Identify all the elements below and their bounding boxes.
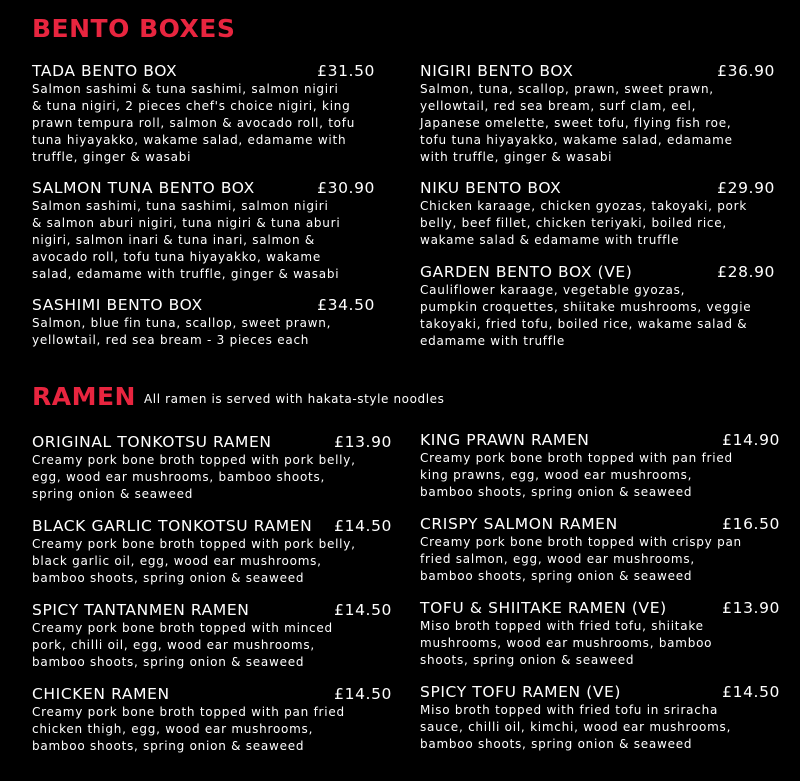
menu-item-header [420, 263, 775, 282]
menu-item-description: Creamy pork bone broth topped with crispy pan fried salmon, egg, wood ear mushrooms, bamboo shoots, spring onion & seaweed [420, 535, 742, 583]
menu-item-name: NIKU BENTO BOX [420, 179, 562, 197]
menu-item-header [32, 62, 375, 81]
menu-item [32, 62, 375, 166]
menu-item-description: Cauliflower karaage, vegetable gyozas, pumpkin croquettes, shiitake mushrooms, veggie takoyaki, fried tofu, boiled rice, wakame salad & edamame with truffle [420, 283, 752, 348]
menu-item-description: Creamy pork bone broth topped with pan fried chicken thigh, egg, wood ear mushrooms, bamboo shoots, spring onion & seaweed [32, 705, 345, 753]
menu-item-header [32, 296, 375, 315]
menu-item-price: £36.90 [717, 62, 775, 80]
bento-section-title [32, 14, 235, 44]
menu-item-price: £16.50 [722, 515, 780, 533]
menu-item-header [32, 433, 392, 452]
menu-item-header [420, 683, 780, 702]
menu-item [420, 263, 775, 350]
menu-item [32, 601, 392, 671]
menu-item [32, 517, 392, 587]
menu-item-price: £29.90 [717, 179, 775, 197]
menu-item-name: CRISPY SALMON RAMEN [420, 515, 618, 533]
menu-item-header [32, 179, 375, 198]
menu-item-name: ORIGINAL TONKOTSU RAMEN [32, 433, 272, 451]
menu-item-price: £28.90 [717, 263, 775, 281]
menu-item-price: £34.50 [317, 296, 375, 314]
menu-item [32, 179, 375, 283]
menu-item-description: Salmon sashimi & tuna sashimi, salmon nigiri & tuna nigiri, 2 pieces chef's choice nigiri, king prawn tempura roll, salmon & avocado roll, tofu tuna hiyayakko, wakame salad, edamame with truffle, ginger & wasabi [32, 82, 356, 164]
menu-item-price: £13.90 [334, 433, 392, 451]
menu-item [420, 431, 780, 501]
menu-item [420, 515, 780, 585]
menu-item-description: Miso broth topped with fried tofu, shiitake mushrooms, wood ear mushrooms, bamboo shoots, spring onion & seaweed [420, 619, 713, 667]
menu-item [420, 179, 775, 249]
menu-item-description: Creamy pork bone broth topped with pan fried king prawns, egg, wood ear mushrooms, bamboo shoots, spring onion & seaweed [420, 451, 733, 499]
menu-item-price: £14.50 [334, 601, 392, 619]
menu-item-name: SPICY TANTANMEN RAMEN [32, 601, 250, 619]
menu-item-name: TADA BENTO BOX [32, 62, 178, 80]
menu-item-header [420, 179, 775, 198]
menu-item-name: GARDEN BENTO BOX (VE) [420, 263, 633, 281]
menu-item-description: Creamy pork bone broth topped with pork belly, egg, wood ear mushrooms, bamboo shoots, spring onion & seaweed [32, 453, 356, 501]
menu-item-price: £31.50 [317, 62, 375, 80]
menu-item-header [32, 601, 392, 620]
menu-item [32, 433, 392, 503]
menu-item-header [420, 515, 780, 534]
menu-item [32, 685, 392, 755]
menu-item-description: Chicken karaage, chicken gyozas, takoyaki, pork belly, beef fillet, chicken teriyaki, boiled rice, wakame salad & edamame with truffle [420, 199, 748, 247]
menu-item-price: £14.50 [334, 685, 392, 703]
menu-item-header [32, 685, 392, 704]
menu-item-name: NIGIRI BENTO BOX [420, 62, 574, 80]
menu-item-description: Creamy pork bone broth topped with pork belly, black garlic oil, egg, wood ear mushrooms, bamboo shoots, spring onion & seaweed [32, 537, 356, 585]
menu-item [420, 683, 780, 753]
menu-item [32, 296, 375, 349]
menu-item-header [420, 599, 780, 618]
menu-item-name: CHICKEN RAMEN [32, 685, 170, 703]
menu-item-description: Salmon sashimi, tuna sashimi, salmon nigiri & salmon aburi nigiri, tuna nigiri & tuna aburi nigiri, salmon inari & tuna inari, salmon & avocado roll, tofu tuna hiyayakko, wakame salad, edamame with truffle, ginger & wasabi [32, 199, 341, 281]
menu-item-price: £14.50 [722, 683, 780, 701]
menu-item-header [420, 431, 780, 450]
menu-item-description: Miso broth topped with fried tofu in sriracha sauce, chilli oil, kimchi, wood ear mushrooms, bamboo shoots, spring onion & seaweed [420, 703, 732, 751]
ramen-title-text: RAMEN [32, 382, 136, 411]
menu-item-name: BLACK GARLIC TONKOTSU RAMEN [32, 517, 313, 535]
ramen-note: All ramen is served with hakata-style noodles [143, 392, 445, 406]
menu-item-price: £13.90 [722, 599, 780, 617]
menu-item-description: Salmon, blue fin tuna, scallop, sweet prawn, yellowtail, red sea bream - 3 pieces each [32, 316, 332, 347]
menu-item [420, 599, 780, 669]
menu-item-header [420, 62, 775, 81]
menu-item-name: TOFU & SHIITAKE RAMEN (VE) [420, 599, 667, 617]
menu-item-price: £30.90 [317, 179, 375, 197]
bento-title-text: BENTO BOXES [32, 14, 236, 43]
menu-item-header [32, 517, 392, 536]
menu-item-description: Creamy pork bone broth topped with minced pork, chilli oil, egg, wood ear mushrooms, bamboo shoots, spring onion & seaweed [32, 621, 333, 669]
menu-item-price: £14.50 [334, 517, 392, 535]
menu-item-name: SASHIMI BENTO BOX [32, 296, 203, 314]
ramen-section-title [32, 382, 445, 414]
menu-item [420, 62, 775, 166]
menu-item-name: SPICY TOFU RAMEN (VE) [420, 683, 622, 701]
menu-item-price: £14.90 [722, 431, 780, 449]
menu-item-name: KING PRAWN RAMEN [420, 431, 590, 449]
menu-item-description: Salmon, tuna, scallop, prawn, sweet prawn, yellowtail, red sea bream, surf clam, eel, Japanese omelette, sweet tofu, flying fish roe, tofu tuna hiyayakko, wakame salad, edamame with truffle, ginger & wasabi [420, 82, 733, 164]
menu-item-name: SALMON TUNA BENTO BOX [32, 179, 255, 197]
